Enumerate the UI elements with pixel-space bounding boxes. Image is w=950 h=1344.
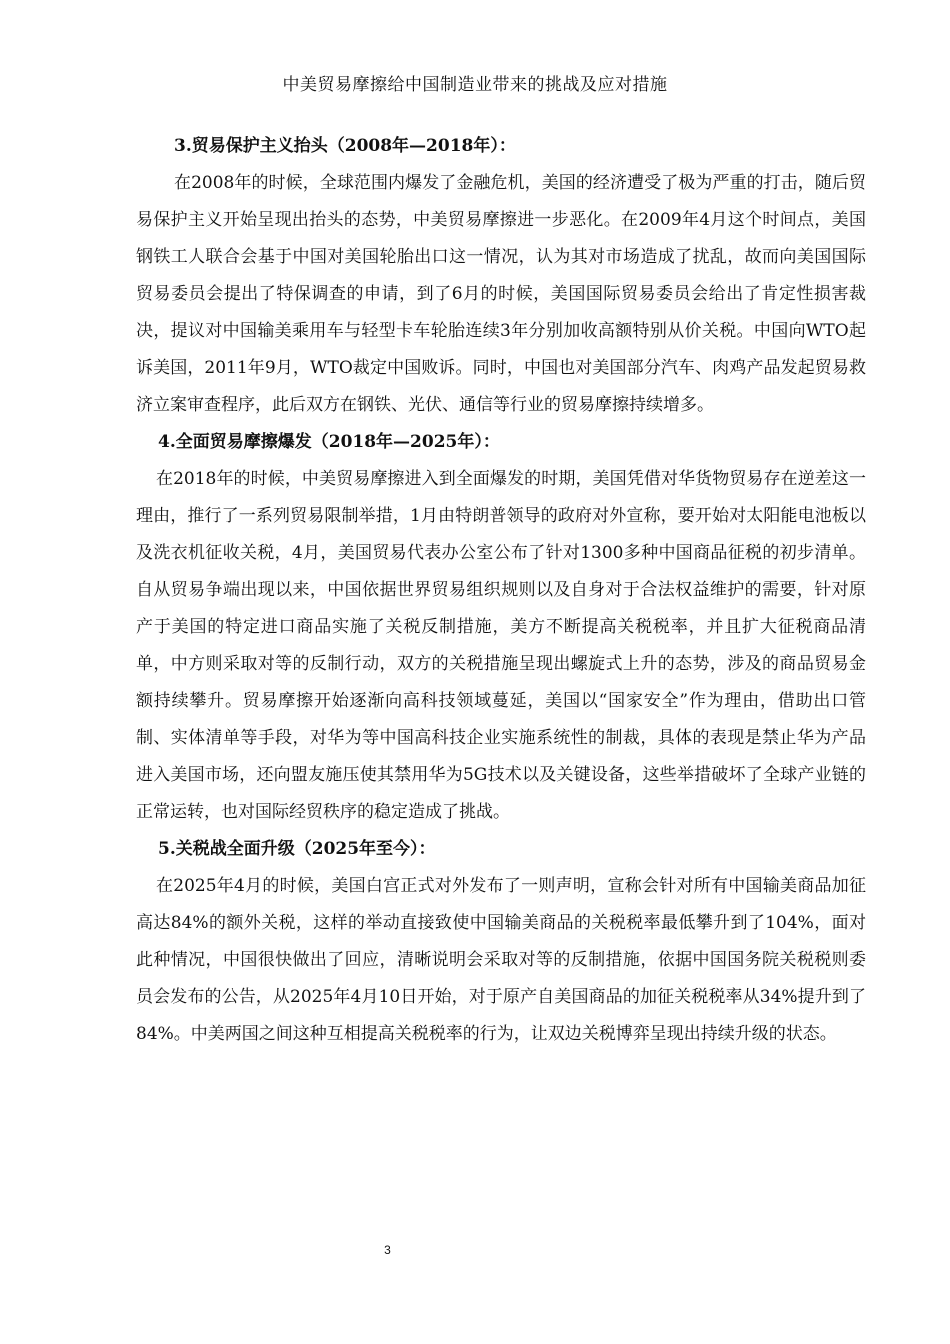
page-number: 3: [384, 1243, 391, 1257]
section-3-paragraph: 在2008年的时候，全球范围内爆发了金融危机，美国的经济遭受了极为严重的打击，随后贸易保护主义开始呈现出抬头的态势，中美贸易摩擦进一步恶化。在2009年4月这个时间点，美国钢铁工人联合会基于中国对美国轮胎出口这一情况，认为其对市场造成了扰乱，故而向美国国际贸易委员会提出了特保调查的申请，到了6月的时候，美国国际贸易委员会给出了肯定性损害裁决，提议对中国输美乘用车与轻型卡车轮胎连续3年分别加收高额特别从价关税。中国向WTO起诉美国，2011年9月，WTO裁定中国败诉。同时，中国也对美国部分汽车、肉鸡产品发起贸易救济立案审查程序，此后双方在钢铁、光伏、通信等行业的贸易摩擦持续增多。: [136, 173, 866, 415]
section-4-paragraph: 在2018年的时候，中美贸易摩擦进入到全面爆发的时期，美国凭借对华货物贸易存在逆差这一理由，推行了一系列贸易限制举措，1月由特朗普领导的政府对外宣称，要开始对太阳能电池板以及洗衣机征收关税，4月，美国贸易代表办公室公布了针对1300多种中国商品征税的初步清单。自从贸易争端出现以来，中国依据世界贸易组织规则以及自身对于合法权益维护的需要，针对原产于美国的特定进口商品实施了关税反制措施，美方不断提高关税税率，并且扩大征税商品清单，中方则采取对等的反制行动，双方的关税措施呈现出螺旋式上升的态势，涉及的商品贸易金额持续攀升。贸易摩擦开始逐渐向高科技领域蔓延，美国以“国家安全”作为理由，借助出口管制、实体清单等手段，对华为等中国高科技企业实施系统性的制裁，具体的表现是禁止华为产品进入美国市场，还向盟友施压使其禁用华为5G技术以及关键设备，这些举措破坏了全球产业链的正常运转，也对国际经贸秩序的稳定造成了挑战。: [136, 469, 866, 822]
section-3-heading: 3.贸易保护主义抬头（2008年—2018年）：: [174, 136, 516, 156]
section-5: [136, 831, 866, 1053]
document-body: [136, 128, 866, 1053]
section-4: [136, 424, 866, 831]
section-5-paragraph: 在2025年4月的时候，美国白宫正式对外发布了一则声明，宣称会针对所有中国输美商品加征高达84%的额外关税，这样的举动直接致使中国输美商品的关税税率最低攀升到了104%，面对此种情况，中国很快做出了回应，清晰说明会采取对等的反制措施，依据中国国务院关税税则委员会发布的公告，从2025年4月10日开始，对于原产自美国商品的加征关税税率从34%提升到了84%。中美两国之间这种互相提高关税税率的行为，让双边关税博弈呈现出持续升级的状态。: [136, 876, 866, 1044]
page-header-title: 中美贸易摩擦给中国制造业带来的挑战及应对措施: [282, 75, 668, 95]
section-3: [136, 128, 866, 424]
section-4-heading: 4.全面贸易摩擦爆发（2018年—2025年）：: [158, 432, 500, 452]
section-5-heading: 5.关税战全面升级（2025年至今）：: [158, 839, 436, 859]
